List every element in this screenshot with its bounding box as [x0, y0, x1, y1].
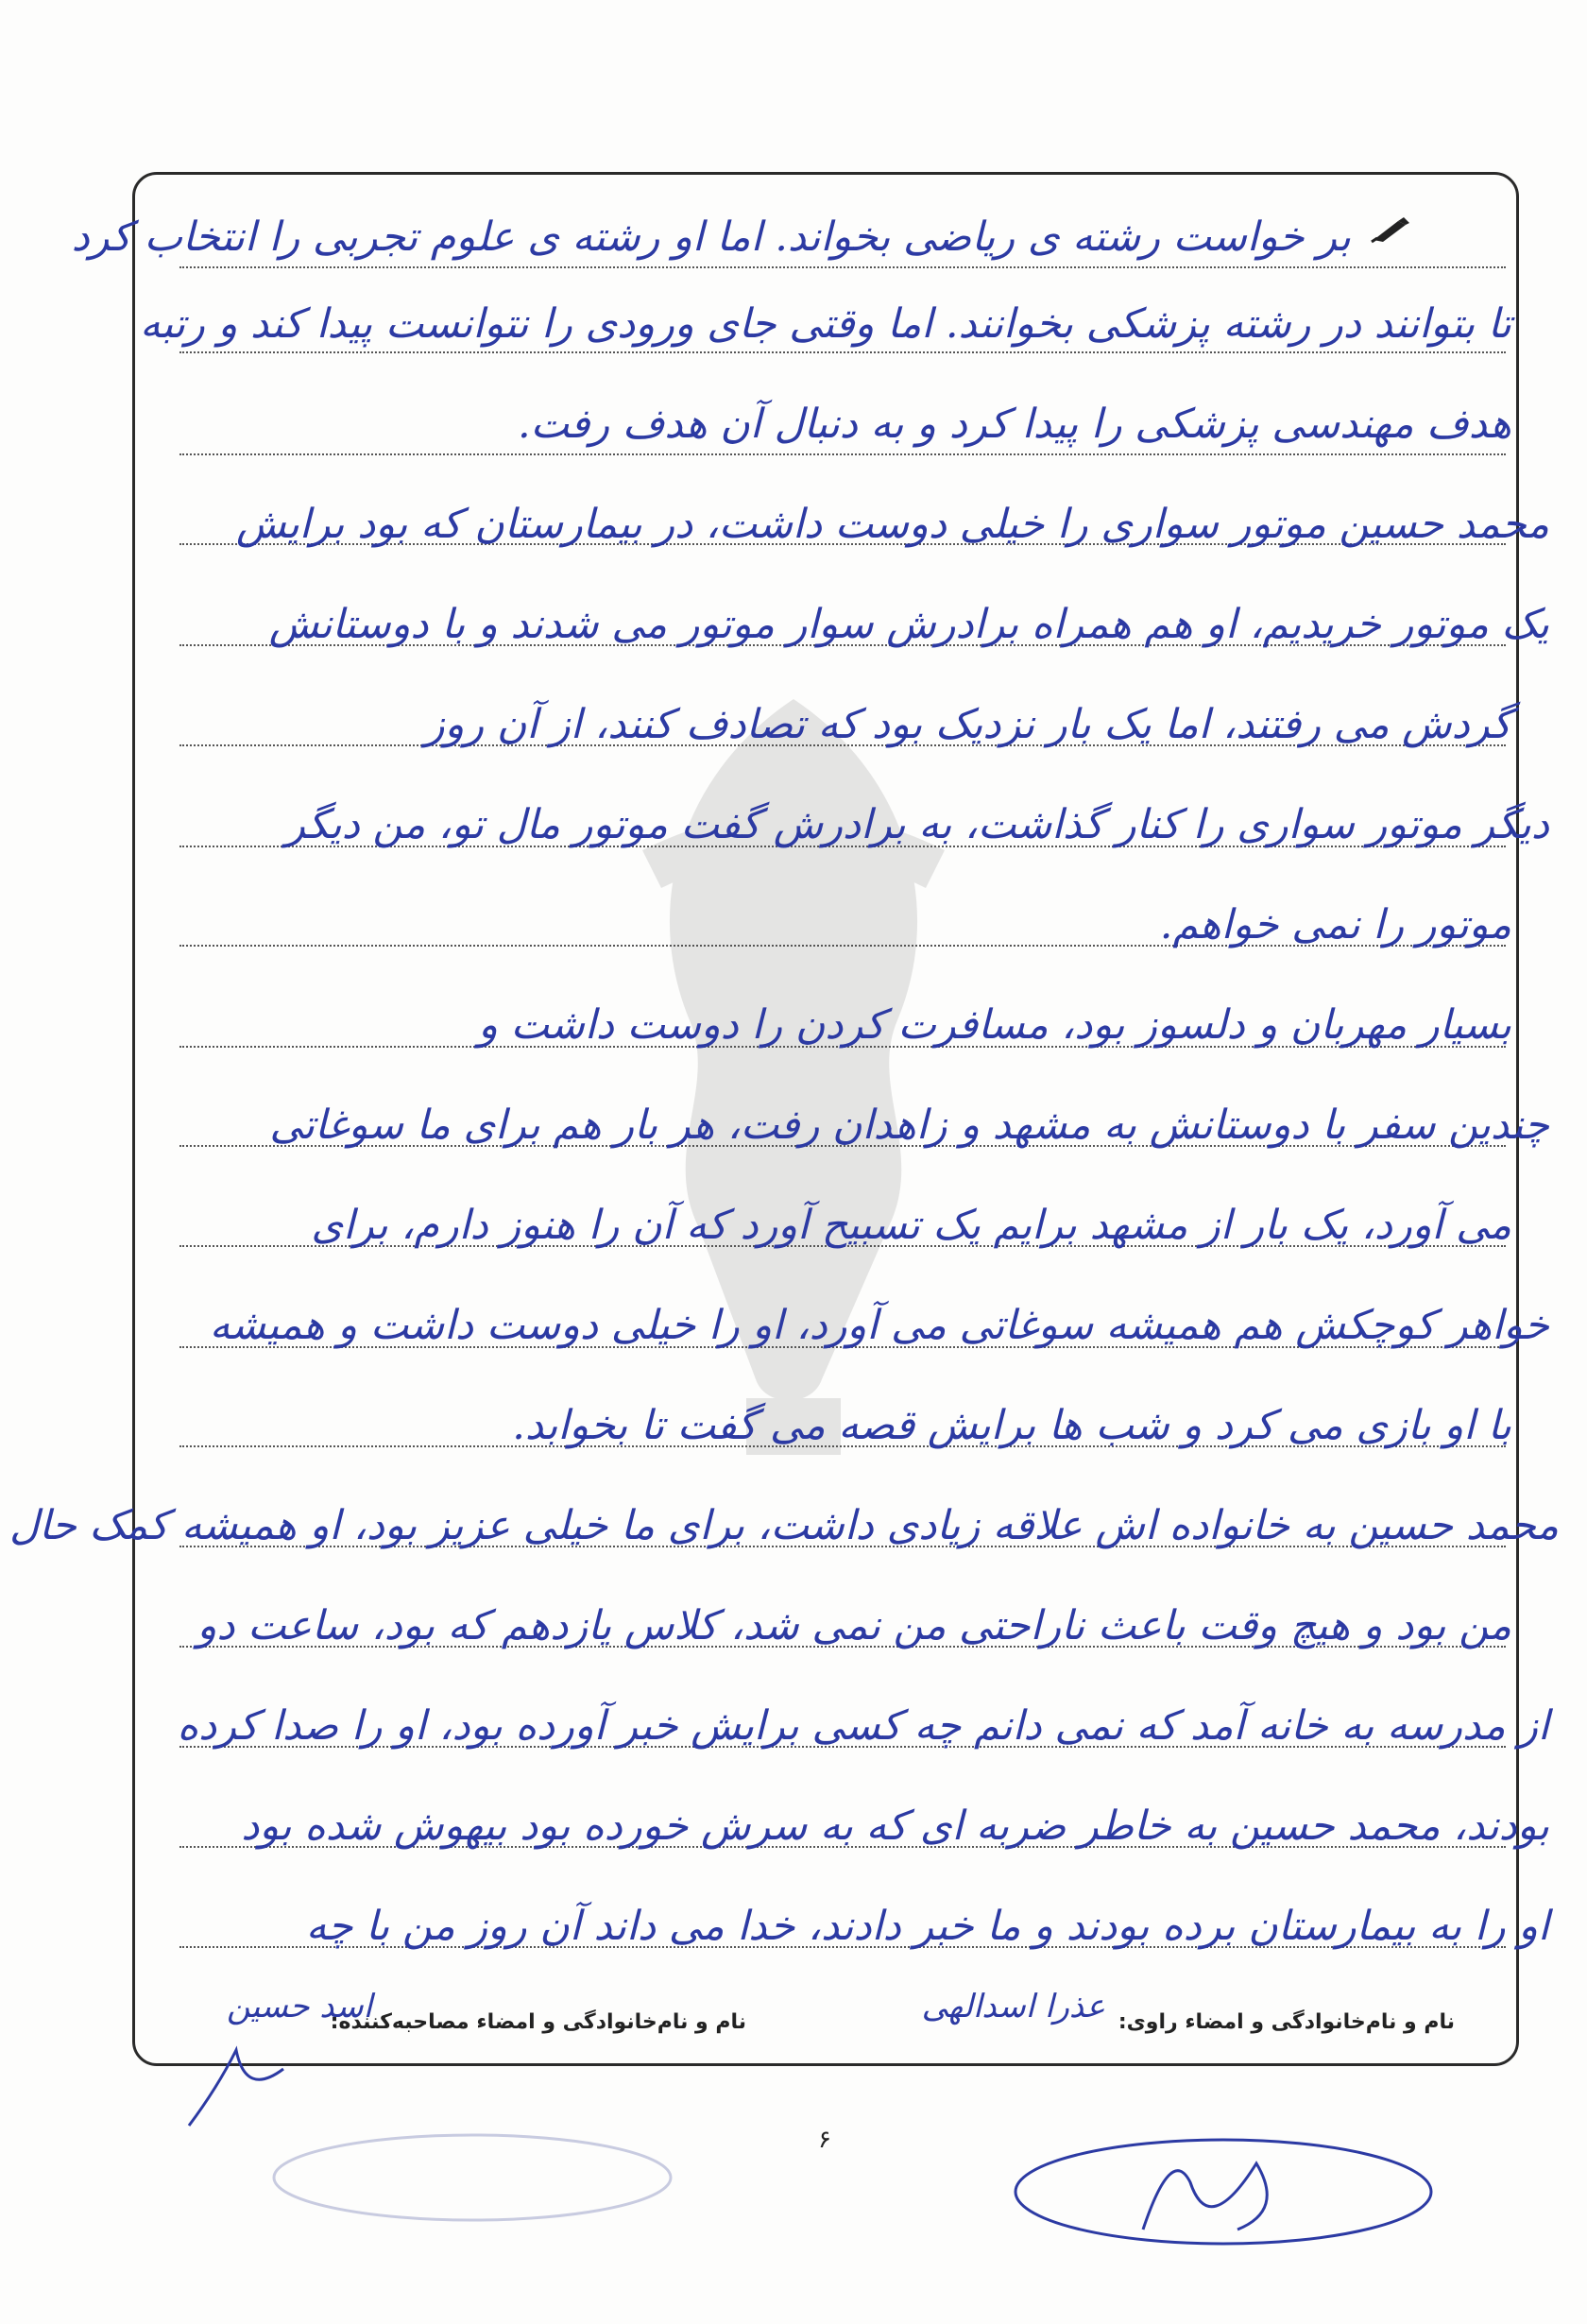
- ruled-line: [179, 453, 1506, 455]
- handwritten-line: با او بازی می کرد و شب ها برایش قصه می گفت تا بخوابد.: [512, 1402, 1511, 1449]
- handwritten-line: بسیار مهربان و دلسوز بود، مسافرت کردن را دوست داشت و: [478, 1001, 1511, 1049]
- signature-scrawl: [179, 2031, 302, 2135]
- ruled-line: [179, 351, 1506, 353]
- handwritten-line: بودند، محمد حسین به خاطر ضربه ای که به سرش خورده بود بیهوش شده بود: [241, 1803, 1549, 1850]
- pen-icon: [1370, 215, 1411, 244]
- handwritten-line: چندین سفر با دوستانش به مشهد و زاهدان رفت، هر بار هم برای ما سوغاتی: [269, 1102, 1549, 1149]
- narrator-name-label: نام و نام‌خانوادگی و امضاء راوی:: [1118, 2010, 1455, 2034]
- signature-oval: [1001, 2126, 1445, 2267]
- handwritten-line: یک موتور خریدیم، او هم همراه برادرش سوار موتور می شدند و با دوستانش: [268, 601, 1549, 648]
- narrator-signature: عذرا اسدالهی: [921, 1988, 1105, 2025]
- handwritten-line: موتور را نمی خواهم.: [1159, 901, 1511, 948]
- interviewer-name-label: نام و نام‌خانوادگی و امضاء مصاحبه‌کننده:: [330, 2010, 746, 2034]
- handwritten-line: تا بتوانند در رشته پزشکی بخوانند. اما وقتی جای ورودی را نتوانست پیدا کند و رتبه: [140, 300, 1511, 348]
- handwritten-line: دیگر موتور سواری را کنار گذاشت، به برادرش گفت موتور مال تو، من دیگر: [285, 801, 1549, 848]
- handwritten-line: او را به بیمارستان برده بودند و ما خبر دادند، خدا می داند آن روز من با چه: [305, 1903, 1549, 1950]
- handwritten-line: من بود و هیچ وقت باعث ناراحتی من نمی شد، کلاس یازدهم که بود، ساعت دو: [196, 1602, 1511, 1649]
- handwritten-line: محمد حسین موتور سواری را خیلی دوست داشت، در بیمارستان که بود برایش: [236, 501, 1549, 548]
- handwritten-line: از مدرسه به خانه آمد که نمی دانم چه کسی برایش خبر آورده بود، او را صدا کرده: [177, 1702, 1549, 1750]
- handwritten-line: محمد حسین به خانواده اش علاقه زیادی داشت، برای ما خیلی عزیز بود، او همیشه کمک حال: [9, 1502, 1559, 1549]
- ruled-line: [179, 266, 1506, 268]
- stamp-oval: [264, 2126, 680, 2230]
- page-number: ۶: [818, 2126, 831, 2154]
- handwritten-line: بر خواست رشته ی ریاضی بخواند. اما او رشته ی علوم تجربی را انتخاب کرد: [71, 214, 1351, 261]
- handwritten-line: گردش می رفتند، اما یک بار نزدیک بود که تصادف کنند، از آن روز: [424, 701, 1511, 748]
- handwritten-line: می آورد، یک بار از مشهد برایم یک تسبیح آورد که آن را هنوز دارم، برای: [311, 1202, 1511, 1249]
- handwritten-line: هدف مهندسی پزشکی را پیدا کرد و به دنبال آن هدف رفت.: [517, 401, 1511, 448]
- handwritten-line: خواهر کوچکش هم همیشه سوغاتی می آورد، او را خیلی دوست داشت و همیشه: [209, 1302, 1549, 1349]
- interviewer-signature: اسد حسین: [227, 1988, 373, 2025]
